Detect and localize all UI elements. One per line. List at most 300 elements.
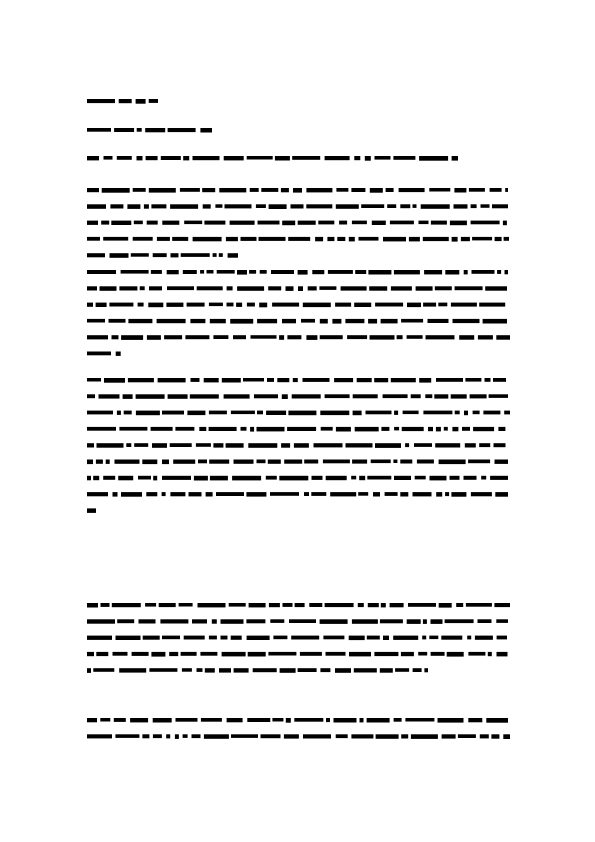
text-word-block — [301, 319, 315, 323]
text-word-block — [130, 718, 148, 722]
text-word-block — [127, 204, 140, 209]
text-word-block — [351, 188, 365, 192]
text-word-block — [134, 443, 148, 447]
text-word-block — [292, 394, 321, 398]
text-word-block — [483, 411, 500, 415]
text-word-block — [209, 636, 217, 640]
text-word-block — [284, 734, 299, 738]
text-word-block — [145, 603, 156, 607]
text-word-block — [180, 188, 200, 192]
text-word-block — [359, 476, 365, 480]
text-word-block — [372, 221, 386, 225]
text-word-block — [471, 221, 500, 225]
text-word-block — [233, 335, 246, 339]
text-word-block — [415, 476, 426, 480]
text-word-block — [213, 443, 223, 447]
text-word-block — [241, 427, 247, 431]
text-word-block — [162, 411, 184, 415]
text-word-block — [394, 718, 402, 722]
text-word-block — [192, 619, 207, 623]
text-word-block — [160, 619, 188, 623]
text-word-block — [337, 237, 345, 241]
text-word-block — [351, 476, 356, 480]
text-word-block — [152, 443, 167, 448]
text-word-block — [341, 286, 367, 290]
paragraph-2-line — [87, 286, 507, 291]
text-word-block — [219, 253, 223, 257]
text-word-block — [151, 652, 165, 657]
text-word-block — [167, 270, 179, 274]
text-word-block — [87, 99, 115, 103]
text-word-block — [325, 394, 350, 398]
text-word-block — [166, 734, 170, 738]
text-word-block — [279, 476, 308, 481]
paragraph-3-line — [87, 508, 96, 513]
text-word-block — [320, 411, 349, 416]
text-word-block — [109, 303, 133, 307]
text-word-block — [303, 378, 330, 382]
text-word-block — [170, 492, 185, 496]
text-word-block — [183, 270, 197, 274]
text-word-block — [269, 603, 280, 607]
text-word-block — [466, 603, 492, 607]
text-word-block — [182, 668, 192, 672]
text-word-block — [259, 303, 267, 308]
text-word-block — [298, 270, 308, 275]
text-word-block — [247, 303, 255, 307]
text-word-block — [153, 253, 167, 257]
paragraph-5-line — [87, 734, 510, 739]
text-word-block — [96, 652, 108, 656]
paragraph-1-line — [87, 253, 238, 258]
text-word-block — [153, 718, 172, 723]
text-word-block — [352, 460, 367, 464]
text-word-block — [101, 603, 110, 607]
text-word-block — [87, 188, 99, 192]
text-word-block — [330, 492, 356, 496]
text-word-block — [464, 476, 477, 480]
paragraph-2-line — [87, 352, 121, 356]
text-word-block — [346, 443, 373, 447]
text-word-block — [171, 253, 179, 257]
text-word-block — [323, 636, 344, 640]
paragraph-2-line — [87, 319, 507, 324]
text-word-block — [234, 460, 254, 464]
text-word-block — [132, 652, 149, 656]
text-word-block — [311, 492, 326, 496]
text-word-block — [374, 652, 398, 656]
text-word-block — [345, 319, 364, 323]
text-word-block — [134, 221, 143, 225]
text-word-block — [273, 636, 287, 640]
text-word-block — [483, 319, 507, 324]
text-word-block — [87, 303, 93, 307]
text-word-block — [326, 652, 346, 656]
paragraph-3-line — [87, 378, 506, 383]
text-word-block — [323, 460, 350, 464]
text-word-block — [219, 668, 231, 672]
text-word-block — [228, 253, 238, 258]
text-word-block — [119, 99, 132, 103]
text-word-block — [438, 303, 447, 307]
text-word-block — [439, 603, 452, 608]
text-word-block — [184, 221, 202, 225]
text-word-block — [87, 319, 105, 323]
text-word-block — [121, 492, 142, 497]
text-word-block — [490, 476, 508, 480]
text-word-block — [354, 156, 360, 160]
text-word-block — [368, 603, 379, 607]
text-word-block — [456, 603, 463, 607]
text-word-block — [144, 204, 149, 208]
text-word-block — [468, 718, 482, 722]
text-word-block — [336, 427, 351, 432]
text-word-block — [266, 411, 286, 415]
text-word-block — [258, 221, 280, 225]
text-word-block — [435, 443, 460, 447]
text-word-block — [175, 734, 179, 739]
text-word-block — [394, 270, 420, 274]
text-word-block — [204, 221, 225, 225]
text-word-block — [374, 378, 388, 382]
text-word-block — [298, 286, 303, 291]
text-word-block — [451, 492, 466, 497]
text-word-block — [419, 156, 448, 161]
text-word-block — [168, 394, 188, 399]
text-word-block — [261, 188, 278, 192]
text-word-block — [365, 156, 371, 161]
text-word-block — [198, 460, 207, 464]
text-word-block — [93, 476, 99, 480]
text-word-block — [325, 156, 350, 160]
paragraph-4-line — [87, 636, 507, 641]
text-word-block — [190, 319, 205, 323]
text-word-block — [99, 394, 120, 398]
text-word-block — [381, 427, 389, 431]
text-word-block — [370, 335, 395, 339]
text-word-block — [403, 411, 419, 415]
text-word-block — [138, 303, 144, 307]
text-word-block — [121, 270, 149, 274]
text-word-block — [321, 427, 333, 431]
text-word-block — [353, 394, 378, 398]
text-word-block — [136, 99, 146, 104]
text-word-block — [200, 270, 204, 274]
text-word-block — [349, 652, 371, 657]
text-word-block — [327, 237, 334, 241]
text-word-block — [504, 411, 510, 415]
text-word-block — [116, 352, 121, 356]
text-word-block — [495, 237, 502, 241]
text-word-block — [414, 443, 432, 447]
text-word-block — [465, 443, 476, 447]
text-word-block — [385, 492, 398, 496]
text-word-block — [209, 303, 223, 307]
text-word-block — [473, 411, 480, 415]
text-word-block — [222, 652, 246, 657]
text-word-block — [231, 411, 255, 415]
text-word-block — [481, 204, 490, 208]
paragraph-5-line — [87, 718, 508, 723]
text-word-block — [394, 476, 411, 480]
text-word-block — [334, 718, 357, 723]
text-word-block — [206, 492, 213, 496]
text-word-block — [393, 156, 415, 160]
text-word-block — [269, 204, 287, 209]
text-word-block — [426, 335, 455, 339]
text-word-block — [282, 394, 288, 399]
text-word-block — [210, 476, 228, 481]
text-word-block — [227, 718, 243, 722]
text-word-block — [490, 188, 502, 192]
text-word-block — [488, 652, 492, 656]
text-word-block — [436, 492, 442, 497]
text-word-block — [470, 394, 487, 398]
text-word-block — [153, 734, 162, 738]
text-word-block — [451, 303, 477, 307]
text-word-block — [270, 619, 284, 623]
text-word-block — [158, 378, 186, 382]
text-word-block — [497, 636, 507, 640]
text-word-block — [435, 286, 452, 290]
text-word-block — [452, 427, 458, 431]
text-word-block — [497, 270, 501, 274]
text-word-block — [219, 188, 246, 192]
text-word-block — [496, 335, 510, 340]
paragraph-3-line — [87, 492, 508, 497]
text-word-block — [472, 237, 492, 241]
header-date-line — [87, 128, 212, 133]
text-word-block — [332, 319, 341, 324]
text-word-block — [137, 156, 143, 160]
text-word-block — [495, 460, 509, 464]
text-word-block — [283, 603, 293, 607]
paragraph-3-line — [87, 427, 505, 432]
text-word-block — [230, 319, 253, 324]
text-word-block — [400, 460, 412, 464]
text-word-block — [336, 188, 348, 192]
text-word-block — [355, 270, 366, 274]
text-word-block — [436, 378, 463, 382]
text-word-block — [147, 335, 161, 340]
text-word-block — [149, 188, 176, 193]
text-word-block — [407, 619, 421, 624]
text-word-block — [253, 668, 277, 672]
text-word-block — [213, 253, 217, 257]
text-word-block — [407, 335, 423, 339]
text-word-block — [503, 734, 510, 739]
text-word-block — [139, 619, 156, 623]
text-word-block — [375, 443, 401, 448]
text-word-block — [411, 394, 421, 398]
text-word-block — [187, 303, 205, 307]
text-word-block — [445, 270, 459, 275]
text-word-block — [123, 394, 133, 399]
text-word-block — [103, 237, 128, 241]
text-word-block — [87, 636, 112, 640]
text-word-block — [286, 286, 294, 291]
text-word-block — [103, 476, 115, 480]
text-word-block — [87, 335, 108, 339]
text-word-block — [442, 734, 456, 738]
text-word-block — [369, 286, 387, 290]
text-word-block — [104, 378, 125, 383]
text-word-block — [221, 636, 228, 640]
text-word-block — [217, 270, 235, 274]
text-word-block — [112, 603, 141, 607]
text-word-block — [451, 394, 467, 398]
text-word-block — [381, 319, 398, 324]
text-word-block — [494, 443, 506, 447]
paragraph-3-line — [87, 411, 510, 416]
text-word-block — [380, 668, 393, 673]
text-word-block — [227, 303, 234, 307]
text-word-block — [371, 460, 391, 464]
text-word-block — [151, 427, 173, 431]
text-word-block — [455, 411, 460, 415]
paragraph-3-line — [87, 460, 508, 465]
text-word-block — [119, 286, 137, 290]
text-word-block — [183, 156, 189, 160]
text-word-block — [225, 204, 252, 208]
text-word-block — [110, 253, 129, 258]
text-word-block — [308, 286, 317, 290]
text-word-block — [250, 188, 259, 192]
text-word-block — [479, 303, 505, 307]
text-word-block — [149, 668, 177, 672]
text-word-block — [117, 411, 121, 415]
text-word-block — [352, 619, 378, 624]
text-word-block — [481, 476, 486, 480]
text-word-block — [167, 286, 194, 290]
text-word-block — [391, 378, 416, 382]
text-word-block — [259, 237, 286, 241]
text-word-block — [209, 427, 237, 431]
text-word-block — [424, 270, 442, 274]
text-word-block — [359, 237, 379, 241]
text-word-block — [151, 204, 166, 208]
paragraph-1-line — [87, 221, 507, 226]
text-word-block — [367, 476, 391, 480]
text-word-block — [336, 734, 348, 738]
text-word-block — [170, 204, 198, 209]
text-word-block — [383, 394, 408, 398]
text-word-block — [128, 378, 154, 382]
text-word-block — [319, 286, 336, 290]
text-word-block — [503, 221, 507, 226]
text-word-block — [118, 476, 133, 481]
text-word-block — [361, 204, 384, 208]
text-word-block — [349, 237, 355, 242]
paragraph-1-line — [87, 237, 509, 242]
text-word-block — [354, 668, 377, 672]
text-word-block — [115, 734, 139, 738]
text-word-block — [320, 619, 348, 624]
text-word-block — [401, 652, 414, 656]
text-word-block — [270, 492, 299, 496]
text-word-block — [143, 636, 160, 640]
text-word-block — [304, 492, 309, 496]
text-word-block — [189, 492, 202, 496]
text-word-block — [320, 319, 328, 324]
text-word-block — [251, 335, 277, 339]
text-word-block — [424, 668, 428, 672]
text-word-block — [286, 718, 291, 723]
text-word-block — [254, 394, 278, 398]
text-word-block — [326, 476, 347, 480]
text-word-block — [87, 460, 93, 465]
text-word-block — [216, 492, 244, 496]
text-word-block — [87, 156, 99, 160]
text-word-block — [185, 335, 209, 339]
text-word-block — [351, 734, 373, 738]
text-word-block — [381, 603, 386, 607]
text-word-block — [491, 734, 499, 738]
text-word-block — [159, 603, 176, 607]
text-word-block — [411, 734, 438, 739]
text-word-block — [289, 619, 316, 623]
text-word-block — [117, 619, 134, 623]
text-word-block — [162, 221, 179, 225]
text-word-block — [366, 411, 392, 415]
text-word-block — [429, 636, 438, 640]
text-word-block — [504, 237, 509, 241]
text-word-block — [489, 394, 508, 398]
text-word-block — [126, 443, 131, 447]
text-word-block — [397, 335, 403, 339]
text-word-block — [268, 286, 281, 290]
text-word-block — [358, 492, 368, 496]
paragraph-2-line — [87, 270, 508, 275]
text-word-block — [257, 411, 263, 415]
text-word-block — [190, 394, 219, 398]
text-word-block — [298, 221, 316, 225]
text-word-block — [176, 718, 198, 722]
text-word-block — [226, 237, 238, 241]
text-word-block — [280, 668, 296, 673]
text-word-block — [288, 237, 310, 241]
text-word-block — [267, 378, 274, 382]
text-word-block — [249, 270, 256, 274]
text-word-block — [386, 188, 394, 192]
text-word-block — [334, 378, 353, 382]
text-word-block — [444, 427, 448, 431]
text-word-block — [452, 237, 458, 242]
text-word-block — [161, 156, 181, 160]
text-word-block — [151, 270, 162, 274]
text-word-block — [335, 668, 351, 673]
text-word-block — [146, 156, 158, 160]
text-word-block — [197, 286, 223, 290]
text-word-block — [497, 652, 508, 657]
text-word-block — [87, 476, 91, 481]
text-word-block — [142, 734, 149, 738]
text-word-block — [401, 319, 423, 323]
text-word-block — [486, 718, 508, 723]
text-word-block — [222, 378, 241, 383]
text-word-block — [281, 188, 289, 192]
text-word-block — [87, 443, 94, 447]
text-word-block — [87, 221, 98, 225]
text-word-block — [471, 492, 492, 496]
text-word-block — [450, 221, 467, 226]
paragraph-4-line — [87, 603, 510, 608]
text-word-block — [87, 394, 95, 398]
text-word-block — [453, 319, 480, 323]
text-word-block — [431, 221, 447, 225]
text-word-block — [172, 237, 188, 241]
text-word-block — [469, 188, 485, 192]
